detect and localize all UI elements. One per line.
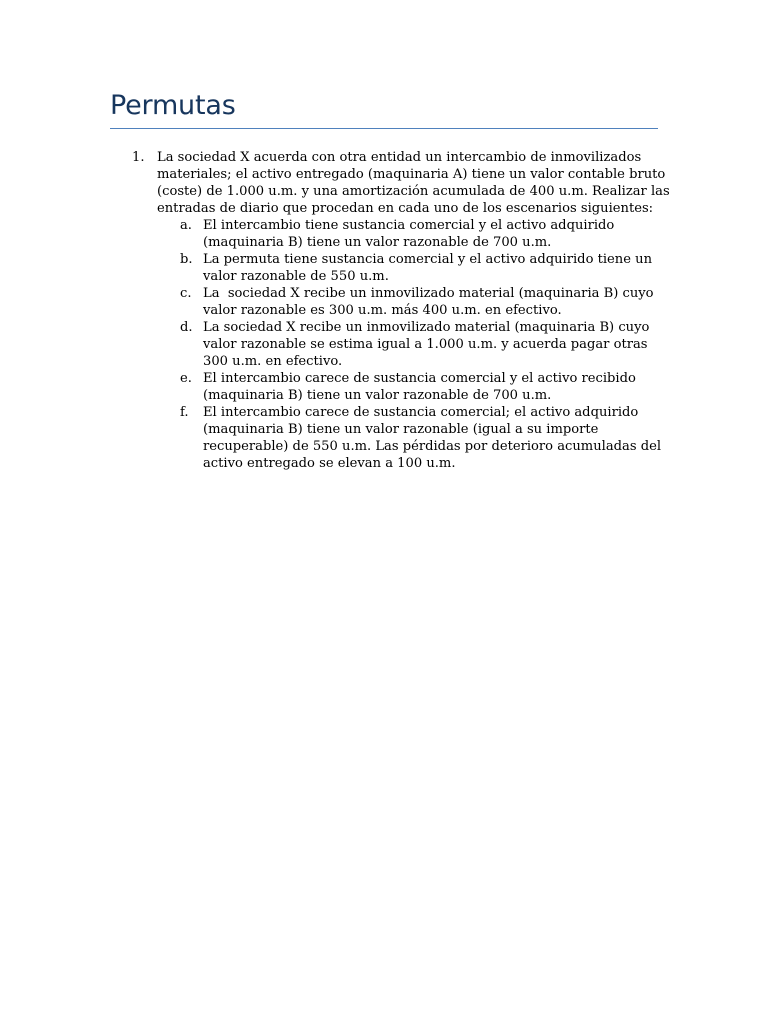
scenario-item-d xyxy=(157,319,670,370)
scenario-item-c xyxy=(157,285,670,319)
scenario-list xyxy=(157,217,670,472)
scenario-item-b xyxy=(157,251,670,285)
scenario-text: La sociedad X recibe un inmovilizado material (maquinaria B) cuyo valor razonable es 300 u.m. más 400 u.m. en efectivo. xyxy=(203,286,658,318)
scenario-text: El intercambio carece de sustancia comercial y el activo recibido (maquinaria B) tiene un valor razonable de 700 u.m. xyxy=(203,371,641,403)
scenario-text: La permuta tiene sustancia comercial y el activo adquirido tiene un valor razonable de 550 u.m. xyxy=(203,252,657,284)
question-text: La sociedad X acuerda con otra entidad un intercambio de inmovilizados materiales; el activo entregado (maquinaria A) tiene un valor contable bruto (coste) de 1.000 u.m. y una amortización acumulada de 400 u.m. Realizar las entradas de diario que procedan en cada uno de los escenarios siguientes: xyxy=(157,150,670,216)
scenario-item-f xyxy=(157,404,670,472)
title-underline xyxy=(110,128,658,129)
scenario-text: El intercambio carece de sustancia comercial; el activo adquirido (maquinaria B) tiene un valor razonable (igual a su importe recuperable) de 550 u.m. Las pérdidas por deterioro acumuladas del activo entregado se elevan a 100 u.m. xyxy=(203,405,666,471)
scenario-text: El intercambio tiene sustancia comercial y el activo adquirido (maquinaria B) tiene un valor razonable de 700 u.m. xyxy=(203,218,619,250)
question-number: 1. xyxy=(132,150,145,165)
scenario-letter: c. xyxy=(180,286,192,301)
question-item xyxy=(110,149,670,472)
scenario-letter: b. xyxy=(180,252,193,267)
scenario-item-a xyxy=(157,217,670,251)
scenario-letter: a. xyxy=(180,218,192,233)
scenario-letter: e. xyxy=(180,371,192,386)
document-body xyxy=(110,149,670,472)
scenario-text: La sociedad X recibe un inmovilizado material (maquinaria B) cuyo valor razonable se estima igual a 1.000 u.m. y acuerda pagar otras 300 u.m. en efectivo. xyxy=(203,320,654,369)
page-title: Permutas xyxy=(110,90,236,121)
scenario-letter: d. xyxy=(180,320,193,335)
scenario-letter: f. xyxy=(180,405,189,420)
scenario-item-e xyxy=(157,370,670,404)
